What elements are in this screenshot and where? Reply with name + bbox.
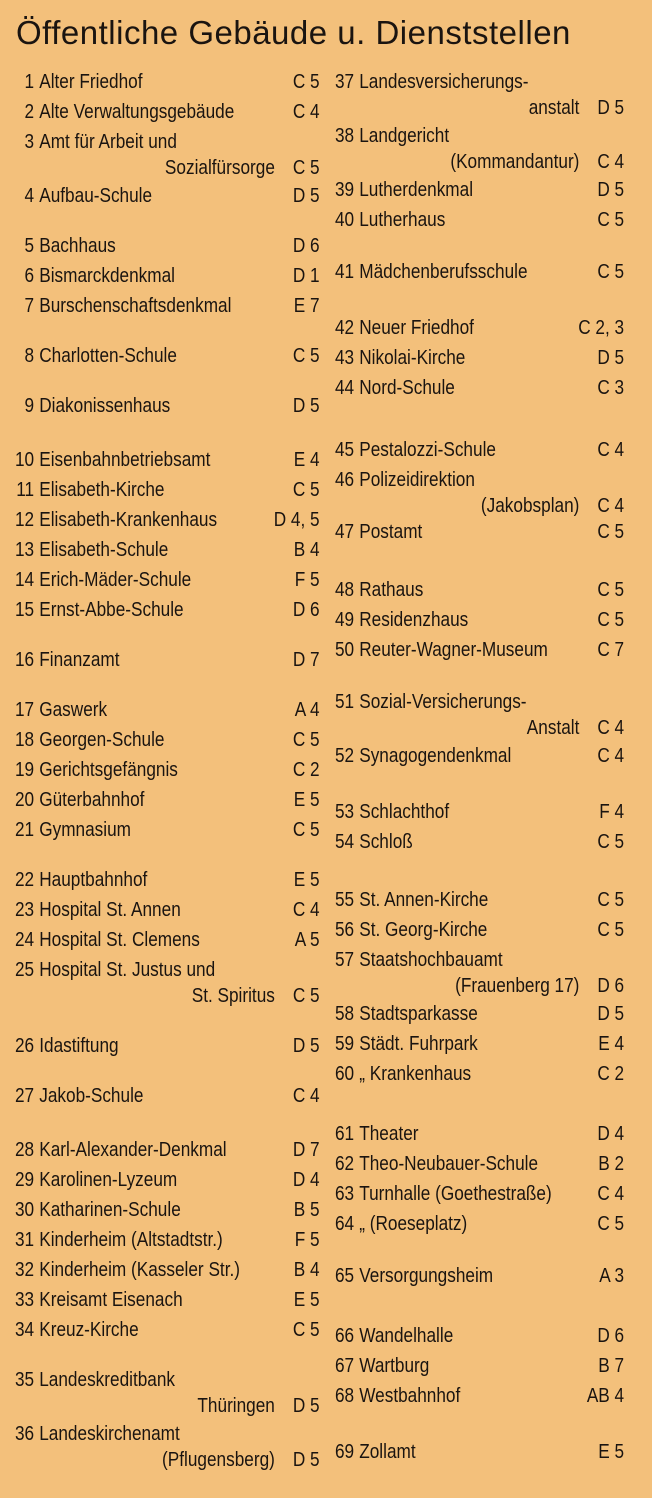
entry-number: 25 <box>14 959 35 981</box>
entry-name: Wartburg <box>359 1355 430 1377</box>
entry-number: 46 <box>334 469 355 491</box>
entry-number: 9 <box>24 395 35 417</box>
grid-reference: C 4 <box>292 1085 320 1107</box>
entry-name: Landgericht <box>359 125 450 147</box>
list-item <box>330 638 624 664</box>
entry-number: 51 <box>334 691 355 713</box>
list-item <box>330 608 624 634</box>
list-item <box>10 698 320 724</box>
grid-reference: D 4 <box>597 1123 625 1145</box>
entry-name: Westbahnhof <box>359 1385 461 1407</box>
entry-number: 58 <box>334 1003 355 1025</box>
list-item <box>330 124 624 176</box>
grid-reference: C 5 <box>597 831 625 853</box>
grid-reference: C 5 <box>597 889 625 911</box>
list-item <box>330 1062 624 1088</box>
entry-number: 40 <box>334 209 355 231</box>
grid-reference: C 5 <box>292 345 320 367</box>
entry-name: Staatshochbauamt <box>359 949 503 971</box>
entry-name: Zollamt <box>359 1441 416 1463</box>
grid-reference: C 4 <box>597 495 625 517</box>
list-item <box>330 316 624 342</box>
list-item <box>10 538 320 564</box>
list-item <box>10 1168 320 1194</box>
grid-reference: E 4 <box>598 1033 625 1055</box>
entry-name: Charlotten-Schule <box>39 345 177 367</box>
grid-reference: B 5 <box>293 1199 320 1221</box>
grid-reference: D 5 <box>292 185 320 207</box>
entry-name: Residenzhaus <box>359 609 469 631</box>
list-item <box>10 788 320 814</box>
grid-reference: C 4 <box>597 151 625 173</box>
entry-number: 16 <box>14 649 35 671</box>
entry-name: Güterbahnhof <box>39 789 145 811</box>
entry-number: 10 <box>14 449 35 471</box>
list-item <box>330 1354 624 1380</box>
grid-reference: F 4 <box>599 801 625 823</box>
list-item <box>330 1212 624 1238</box>
entry-name: Finanzamt <box>39 649 120 671</box>
grid-reference: D 5 <box>292 1395 320 1417</box>
entry-number: 52 <box>334 745 355 767</box>
entry-name: Ernst-Abbe-Schule <box>39 599 184 621</box>
entry-name: Stadtsparkasse <box>359 1003 478 1025</box>
grid-reference: C 5 <box>292 157 320 179</box>
list-item <box>330 800 624 826</box>
entry-name: Alte Verwaltungsgebäude <box>39 101 235 123</box>
entry-name: St. Annen-Kirche <box>359 889 489 911</box>
entry-number: 3 <box>24 131 35 153</box>
list-item <box>330 918 624 944</box>
entry-number: 20 <box>14 789 35 811</box>
list-item <box>330 1384 624 1410</box>
entry-name: Georgen-Schule <box>39 729 165 751</box>
list-item <box>10 448 320 474</box>
list-item <box>10 394 320 420</box>
entry-number: 6 <box>24 265 35 287</box>
entry-number: 18 <box>14 729 35 751</box>
list-item <box>330 468 624 520</box>
entry-name: Elisabeth-Schule <box>39 539 169 561</box>
entry-number: 11 <box>16 479 35 501</box>
grid-reference: D 5 <box>292 1449 320 1471</box>
list-item <box>10 958 320 1010</box>
entry-number: 50 <box>334 639 355 661</box>
list-item <box>10 130 320 182</box>
grid-reference: C 4 <box>597 717 625 739</box>
entry-name: Sozial-Versicherungs- <box>359 691 527 713</box>
entry-number: 23 <box>14 899 35 921</box>
list-item <box>10 868 320 894</box>
entry-number: 26 <box>14 1035 35 1057</box>
entry-number: 64 <box>334 1213 355 1235</box>
entry-number: 49 <box>334 609 355 631</box>
list-item <box>10 1198 320 1224</box>
grid-reference: C 4 <box>292 899 320 921</box>
entry-name-continued: (Kommandantur) <box>450 151 580 173</box>
entry-name: Synagogendenkmal <box>359 745 512 767</box>
entry-name: Mädchenberufsschule <box>359 261 528 283</box>
grid-reference: D 1 <box>292 265 320 287</box>
grid-reference: E 5 <box>598 1441 625 1463</box>
grid-reference: D 5 <box>597 179 625 201</box>
entry-number: 22 <box>14 869 35 891</box>
entry-name: Kinderheim (Altstadtstr.) <box>39 1229 223 1251</box>
entry-number: 31 <box>14 1229 35 1251</box>
grid-reference: D 4 <box>292 1169 320 1191</box>
entry-name: Burschenschaftsdenkmal <box>39 295 232 317</box>
list-item <box>10 1422 320 1474</box>
grid-reference: C 3 <box>597 377 625 399</box>
entry-name: Nord-Schule <box>359 377 455 399</box>
list-item <box>330 578 624 604</box>
list-item <box>330 888 624 914</box>
list-item <box>330 830 624 856</box>
entry-name: Hospital St. Clemens <box>39 929 200 951</box>
list-item <box>10 1318 320 1344</box>
list-item <box>10 648 320 674</box>
list-item <box>10 70 320 96</box>
entry-number: 60 <box>334 1063 355 1085</box>
list-item <box>330 260 624 286</box>
grid-reference: D 5 <box>597 347 625 369</box>
list-item <box>10 1368 320 1420</box>
entry-number: 35 <box>14 1369 35 1391</box>
entry-name: Jakob-Schule <box>39 1085 144 1107</box>
grid-reference: A 4 <box>294 699 320 721</box>
list-item <box>10 294 320 320</box>
entry-name: Erich-Mäder-Schule <box>39 569 192 591</box>
entry-number: 33 <box>14 1289 35 1311</box>
entry-number: 42 <box>334 317 355 339</box>
entry-number: 17 <box>14 699 35 721</box>
entry-name: St. Georg-Kirche <box>359 919 488 941</box>
list-item <box>330 1324 624 1350</box>
entry-name: Hauptbahnhof <box>39 869 148 891</box>
entry-name: Amt für Arbeit und <box>39 131 177 153</box>
list-item <box>330 438 624 464</box>
entry-number: 62 <box>334 1153 355 1175</box>
entry-name: Versorgungsheim <box>359 1265 494 1287</box>
grid-reference: B 2 <box>598 1153 625 1175</box>
grid-reference: D 5 <box>597 97 625 119</box>
grid-reference: C 5 <box>292 71 320 93</box>
page-title: Öffentliche Gebäude u. Dienststellen <box>16 14 571 51</box>
list-item <box>10 758 320 784</box>
grid-reference: C 2, 3 <box>578 317 625 339</box>
entry-number: 30 <box>14 1199 35 1221</box>
entry-name: Theo-Neubauer-Schule <box>359 1153 539 1175</box>
entry-number: 15 <box>14 599 35 621</box>
grid-reference: C 5 <box>597 919 625 941</box>
entry-name: Lutherdenkmal <box>359 179 474 201</box>
grid-reference: C 5 <box>597 579 625 601</box>
list-item <box>10 1034 320 1060</box>
entry-number: 2 <box>24 101 35 123</box>
list-item <box>10 728 320 754</box>
grid-reference: D 6 <box>597 975 625 997</box>
entry-name: Turnhalle (Goethestraße) <box>359 1183 552 1205</box>
entry-name: Bismarckdenkmal <box>39 265 175 287</box>
entry-name: Karl-Alexander-Denkmal <box>39 1139 227 1161</box>
list-item <box>330 1182 624 1208</box>
entry-number: 12 <box>14 509 35 531</box>
entry-number: 55 <box>334 889 355 911</box>
entry-name-continued: Anstalt <box>526 717 580 739</box>
list-item <box>10 898 320 924</box>
grid-reference: E 7 <box>293 295 320 317</box>
entry-name-continued: Sozialfürsorge <box>164 157 275 179</box>
grid-reference: C 4 <box>597 745 625 767</box>
grid-reference: B 4 <box>293 1259 320 1281</box>
entry-number: 66 <box>334 1325 355 1347</box>
entry-name: Theater <box>359 1123 419 1145</box>
entry-name-continued: anstalt <box>528 97 580 119</box>
grid-reference: E 5 <box>293 789 320 811</box>
entry-name: Gaswerk <box>39 699 108 721</box>
entry-name: Kreuz-Kirche <box>39 1319 139 1341</box>
grid-reference: B 4 <box>293 539 320 561</box>
list-item <box>330 1264 624 1290</box>
grid-reference: D 5 <box>597 1003 625 1025</box>
grid-reference: C 2 <box>292 759 320 781</box>
entry-name: Landeskirchenamt <box>39 1423 180 1445</box>
entry-number: 63 <box>334 1183 355 1205</box>
list-item <box>10 1138 320 1164</box>
list-item <box>10 100 320 126</box>
grid-reference: D 6 <box>292 235 320 257</box>
entry-name-continued: (Frauenberg 17) <box>455 975 580 997</box>
grid-reference: C 5 <box>292 479 320 501</box>
entry-number: 45 <box>334 439 355 461</box>
entry-name: Städt. Fuhrpark <box>359 1033 478 1055</box>
entry-number: 67 <box>334 1355 355 1377</box>
entry-number: 38 <box>334 125 355 147</box>
grid-reference: C 5 <box>292 819 320 841</box>
list-item <box>330 1002 624 1028</box>
entry-name: Landesversicherungs- <box>359 71 529 93</box>
entry-name: Pestalozzi-Schule <box>359 439 496 461</box>
grid-reference: F 5 <box>294 1229 320 1251</box>
entry-name: Kreisamt Eisenach <box>39 1289 183 1311</box>
list-item <box>10 1084 320 1110</box>
entry-name: Aufbau-Schule <box>39 185 153 207</box>
list-item <box>330 1122 624 1148</box>
list-item <box>330 70 624 122</box>
grid-reference: C 5 <box>292 1319 320 1341</box>
grid-reference: C 5 <box>597 1213 625 1235</box>
entry-name: „ (Roeseplatz) <box>359 1213 468 1235</box>
grid-reference: D 6 <box>597 1325 625 1347</box>
entry-name: Hospital St. Justus und <box>39 959 216 981</box>
grid-reference: C 2 <box>597 1063 625 1085</box>
entry-name: Gerichtsgefängnis <box>39 759 178 781</box>
entry-name: Alter Friedhof <box>39 71 143 93</box>
grid-reference: B 7 <box>598 1355 625 1377</box>
list-item <box>10 234 320 260</box>
list-item <box>330 1152 624 1178</box>
list-item <box>10 1258 320 1284</box>
entry-name: Idastiftung <box>39 1035 119 1057</box>
grid-reference: A 5 <box>294 929 320 951</box>
grid-reference: A 3 <box>599 1265 625 1287</box>
grid-reference: D 6 <box>292 599 320 621</box>
list-item <box>10 928 320 954</box>
entry-number: 68 <box>334 1385 355 1407</box>
list-item <box>330 376 624 402</box>
grid-reference: D 7 <box>292 649 320 671</box>
entry-name: Polizeidirektion <box>359 469 475 491</box>
list-item <box>10 598 320 624</box>
entry-name: Schlachthof <box>359 801 450 823</box>
list-item <box>10 508 320 534</box>
list-item <box>330 178 624 204</box>
list-item <box>330 208 624 234</box>
entry-name: Rathaus <box>359 579 424 601</box>
entry-number: 27 <box>14 1085 35 1107</box>
entry-name: Eisenbahnbetriebsamt <box>39 449 211 471</box>
grid-reference: C 4 <box>597 439 625 461</box>
entry-number: 54 <box>334 831 355 853</box>
entry-number: 41 <box>334 261 355 283</box>
list-item <box>10 184 320 210</box>
entry-number: 56 <box>334 919 355 941</box>
entry-name-continued: Thüringen <box>197 1395 275 1417</box>
list-item <box>330 1440 624 1466</box>
entry-name: Landeskreditbank <box>39 1369 176 1391</box>
grid-reference: F 5 <box>294 569 320 591</box>
entry-number: 47 <box>334 521 355 543</box>
entry-number: 13 <box>14 539 35 561</box>
entry-number: 8 <box>24 345 35 367</box>
entry-number: 61 <box>334 1123 355 1145</box>
entry-name: Katharinen-Schule <box>39 1199 181 1221</box>
entry-number: 7 <box>24 295 35 317</box>
list-item <box>10 1288 320 1314</box>
grid-reference: D 5 <box>292 1035 320 1057</box>
list-item <box>330 1032 624 1058</box>
grid-reference: C 5 <box>292 729 320 751</box>
grid-reference: C 4 <box>597 1183 625 1205</box>
entry-name: Gymnasium <box>39 819 132 841</box>
list-item <box>10 478 320 504</box>
entry-name: Neuer Friedhof <box>359 317 474 339</box>
entry-number: 57 <box>334 949 355 971</box>
entry-number: 29 <box>14 1169 35 1191</box>
entry-number: 59 <box>334 1033 355 1055</box>
grid-reference: C 5 <box>597 521 625 543</box>
entry-name: Lutherhaus <box>359 209 446 231</box>
entry-name: Hospital St. Annen <box>39 899 181 921</box>
entry-name-continued: (Jakobsplan) <box>480 495 580 517</box>
entry-number: 4 <box>24 185 35 207</box>
grid-reference: C 5 <box>597 609 625 631</box>
entry-number: 19 <box>14 759 35 781</box>
grid-reference: C 5 <box>597 209 625 231</box>
entry-name-continued: (Pflugensberg) <box>162 1449 275 1471</box>
grid-reference: D 7 <box>292 1139 320 1161</box>
list-item <box>10 344 320 370</box>
grid-reference: AB 4 <box>586 1385 625 1407</box>
entry-name: Karolinen-Lyzeum <box>39 1169 178 1191</box>
entry-name: Elisabeth-Krankenhaus <box>39 509 218 531</box>
list-item <box>330 690 624 742</box>
list-item <box>10 568 320 594</box>
entry-name: Wandelhalle <box>359 1325 454 1347</box>
entry-number: 48 <box>334 579 355 601</box>
entry-number: 34 <box>14 1319 35 1341</box>
entry-number: 65 <box>334 1265 355 1287</box>
entry-number: 53 <box>334 801 355 823</box>
entry-number: 43 <box>334 347 355 369</box>
entry-number: 21 <box>14 819 35 841</box>
grid-reference: C 4 <box>292 101 320 123</box>
list-item <box>330 744 624 770</box>
entry-name: Reuter-Wagner-Museum <box>359 639 548 661</box>
grid-reference: E 4 <box>293 449 320 471</box>
entry-number: 1 <box>24 71 35 93</box>
grid-reference: C 5 <box>292 985 320 1007</box>
entry-name: Bachhaus <box>39 235 116 257</box>
entry-number: 28 <box>14 1139 35 1161</box>
grid-reference: C 5 <box>597 261 625 283</box>
grid-reference: C 7 <box>597 639 625 661</box>
entry-name: Postamt <box>359 521 423 543</box>
list-item <box>10 264 320 290</box>
grid-reference: D 4, 5 <box>273 509 320 531</box>
grid-reference: E 5 <box>293 1289 320 1311</box>
entry-number: 32 <box>14 1259 35 1281</box>
entry-name: Diakonissenhaus <box>39 395 171 417</box>
grid-reference: E 5 <box>293 869 320 891</box>
list-item <box>10 818 320 844</box>
entry-name: Nikolai-Kirche <box>359 347 466 369</box>
entry-number: 5 <box>24 235 35 257</box>
entry-name: „ Krankenhaus <box>359 1063 472 1085</box>
entry-number: 44 <box>334 377 355 399</box>
list-item <box>330 520 624 546</box>
entry-number: 69 <box>334 1441 355 1463</box>
entry-name: Schloß <box>359 831 413 853</box>
grid-reference: D 5 <box>292 395 320 417</box>
list-item <box>330 948 624 1000</box>
entry-number: 14 <box>14 569 35 591</box>
entry-number: 37 <box>334 71 355 93</box>
entry-number: 24 <box>14 929 35 951</box>
entry-number: 36 <box>14 1423 35 1445</box>
entry-name: Elisabeth-Kirche <box>39 479 165 501</box>
list-item <box>10 1228 320 1254</box>
entry-name: Kinderheim (Kasseler Str.) <box>39 1259 240 1281</box>
entry-number: 39 <box>334 179 355 201</box>
list-item <box>330 346 624 372</box>
entry-name-continued: St. Spiritus <box>191 985 275 1007</box>
